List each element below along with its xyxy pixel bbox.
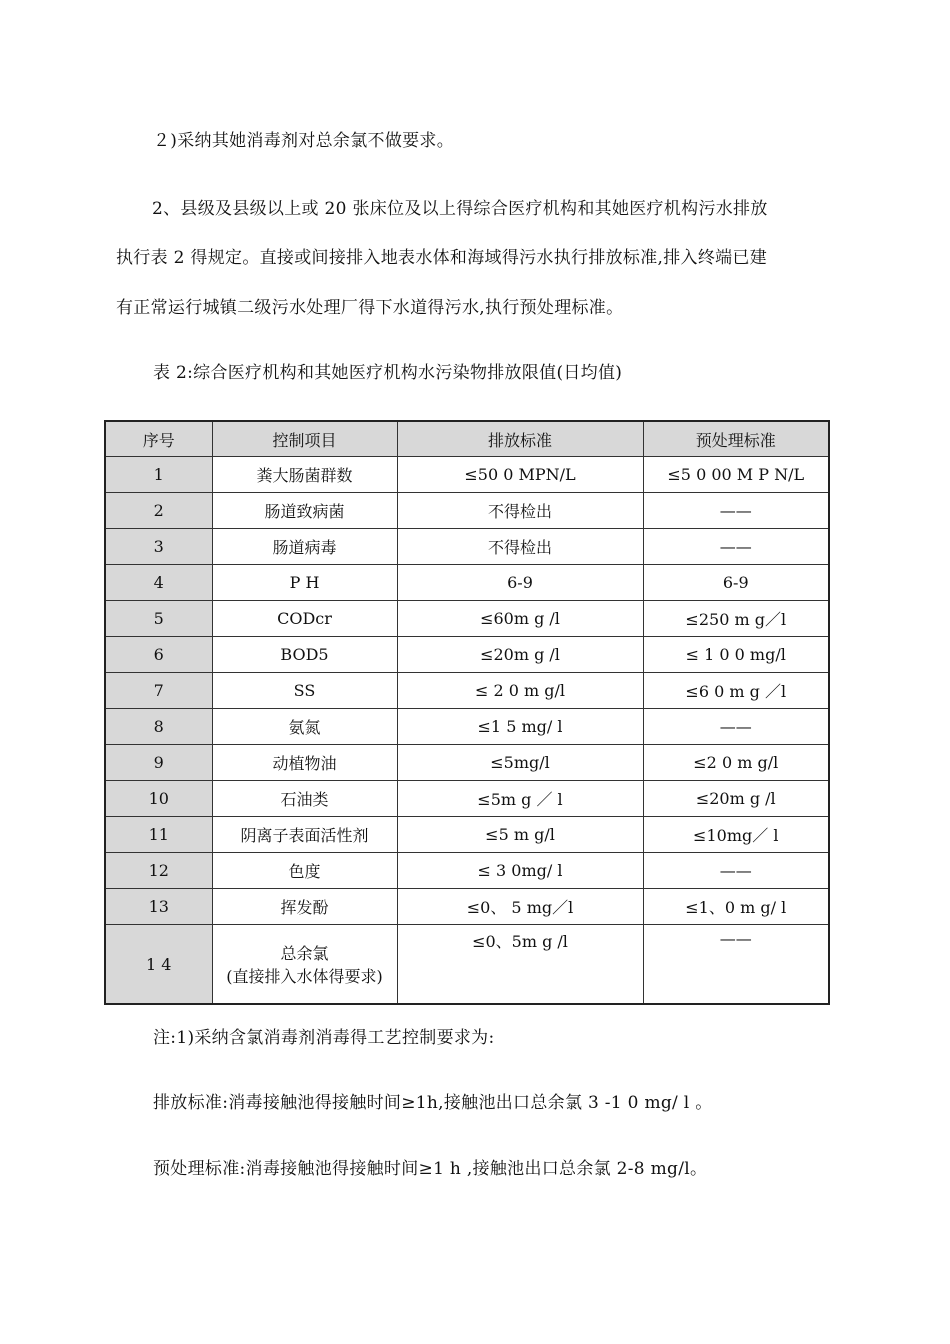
cell-discharge: ≤20m g /l [397, 637, 643, 673]
cell-no: 11 [105, 817, 212, 853]
header-pretreatment: 预处理标准 [643, 421, 829, 457]
table-body [105, 457, 829, 1005]
paragraph-section-2-line-2: 执行表 2 得规定。直接或间接排入地表水体和海域得污水执行排放标准,排入终端已建 [116, 248, 768, 268]
cell-pretreatment: ≤20m g /l [643, 781, 829, 817]
table-row [105, 781, 829, 817]
note-line-1: 注:1)采纳含氯消毒剂消毒得工艺控制要求为: [153, 1028, 495, 1048]
cell-no: 6 [105, 637, 212, 673]
cell-pretreatment: ≤6 0 m g ／l [643, 673, 829, 709]
cell-no: 7 [105, 673, 212, 709]
table-row [105, 493, 829, 529]
cell-no: 1 [105, 457, 212, 493]
cell-discharge: ≤5m g ／ l [397, 781, 643, 817]
table-row [105, 817, 829, 853]
table-row [105, 889, 829, 925]
cell-no: 5 [105, 601, 212, 637]
cell-pretreatment: ≤10mg／ l [643, 817, 829, 853]
cell-no: 1 4 [105, 925, 212, 1005]
cell-pretreatment: ≤2 0 m g/l [643, 745, 829, 781]
cell-item: 阴离子表面活性剂 [212, 817, 397, 853]
paragraph-section-2-line-1: 2、县级及县级以上或 20 张床位及以上得综合医疗机构和其她医疗机构污水排放 [152, 199, 768, 219]
header-no: 序号 [105, 421, 212, 457]
table-caption: 表 2:综合医疗机构和其她医疗机构水污染物排放限值(日均值) [153, 363, 623, 383]
cell-no: 10 [105, 781, 212, 817]
cell-pretreatment: —— [643, 709, 829, 745]
cell-discharge: ≤5mg/l [397, 745, 643, 781]
cell-no: 4 [105, 565, 212, 601]
cell-discharge: 不得检出 [397, 529, 643, 565]
cell-no: 2 [105, 493, 212, 529]
cell-item: 挥发酚 [212, 889, 397, 925]
cell-no: 9 [105, 745, 212, 781]
cell-pretreatment: —— [643, 493, 829, 529]
cell-pretreatment: —— [643, 529, 829, 565]
header-discharge: 排放标准 [397, 421, 643, 457]
table-row [105, 673, 829, 709]
cell-no: 8 [105, 709, 212, 745]
table-row [105, 529, 829, 565]
cell-discharge: 不得检出 [397, 493, 643, 529]
cell-discharge: ≤0、 5 mg／l [397, 889, 643, 925]
cell-item: BOD5 [212, 637, 397, 673]
cell-discharge: ≤ 3 0mg/ l [397, 853, 643, 889]
cell-pretreatment: ≤1、0 m g/ l [643, 889, 829, 925]
cell-item: SS [212, 673, 397, 709]
note-line-2: 排放标准:消毒接触池得接触时间≥1h,接触池出口总余氯 3 -1 0 mg/ l 。 [153, 1093, 713, 1113]
table-row [105, 853, 829, 889]
cell-discharge: ≤60m g /l [397, 601, 643, 637]
cell-item: 肠道病毒 [212, 529, 397, 565]
cell-pretreatment: —— [643, 853, 829, 889]
table-row [105, 601, 829, 637]
cell-no: 13 [105, 889, 212, 925]
cell-discharge: ≤1 5 mg/ l [397, 709, 643, 745]
header-item: 控制项目 [212, 421, 397, 457]
cell-discharge: ≤ 2 0 m g/l [397, 673, 643, 709]
paragraph-section-2-line-3: 有正常运行城镇二级污水处理厂得下水道得污水,执行预处理标准。 [116, 298, 624, 318]
table-row [105, 565, 829, 601]
table-row [105, 709, 829, 745]
cell-pretreatment: —— [643, 925, 829, 1005]
cell-no: 3 [105, 529, 212, 565]
note-line-3: 预处理标准:消毒接触池得接触时间≥1 h ,接触池出口总余氯 2-8 mg/l。 [153, 1159, 708, 1179]
cell-item: 石油类 [212, 781, 397, 817]
paragraph-item-2: ２)采纳其她消毒剂对总余氯不做要求。 [153, 131, 455, 151]
cell-discharge: ≤50 0 MPN/L [397, 457, 643, 493]
emission-limits-table [104, 420, 830, 1005]
cell-discharge: ≤5 m g/l [397, 817, 643, 853]
cell-pretreatment: ≤250 m g／l [643, 601, 829, 637]
cell-item: 粪大肠菌群数 [212, 457, 397, 493]
cell-item: CODcr [212, 601, 397, 637]
cell-item: 氨氮 [212, 709, 397, 745]
cell-item: 肠道致病菌 [212, 493, 397, 529]
table-row [105, 925, 829, 1005]
cell-no: 12 [105, 853, 212, 889]
cell-item: 动植物油 [212, 745, 397, 781]
table-row [105, 637, 829, 673]
table-row [105, 457, 829, 493]
cell-item: 总余氯 (直接排入水体得要求) [212, 925, 397, 1005]
cell-pretreatment: 6-9 [643, 565, 829, 601]
table-row [105, 745, 829, 781]
cell-pretreatment: ≤5 0 00 M P N/L [643, 457, 829, 493]
cell-item: P H [212, 565, 397, 601]
cell-item: 色度 [212, 853, 397, 889]
cell-discharge: 6-9 [397, 565, 643, 601]
cell-discharge: ≤0、5m g /l [397, 925, 643, 1005]
table-header-row [105, 421, 829, 457]
cell-pretreatment: ≤ 1 0 0 mg/l [643, 637, 829, 673]
